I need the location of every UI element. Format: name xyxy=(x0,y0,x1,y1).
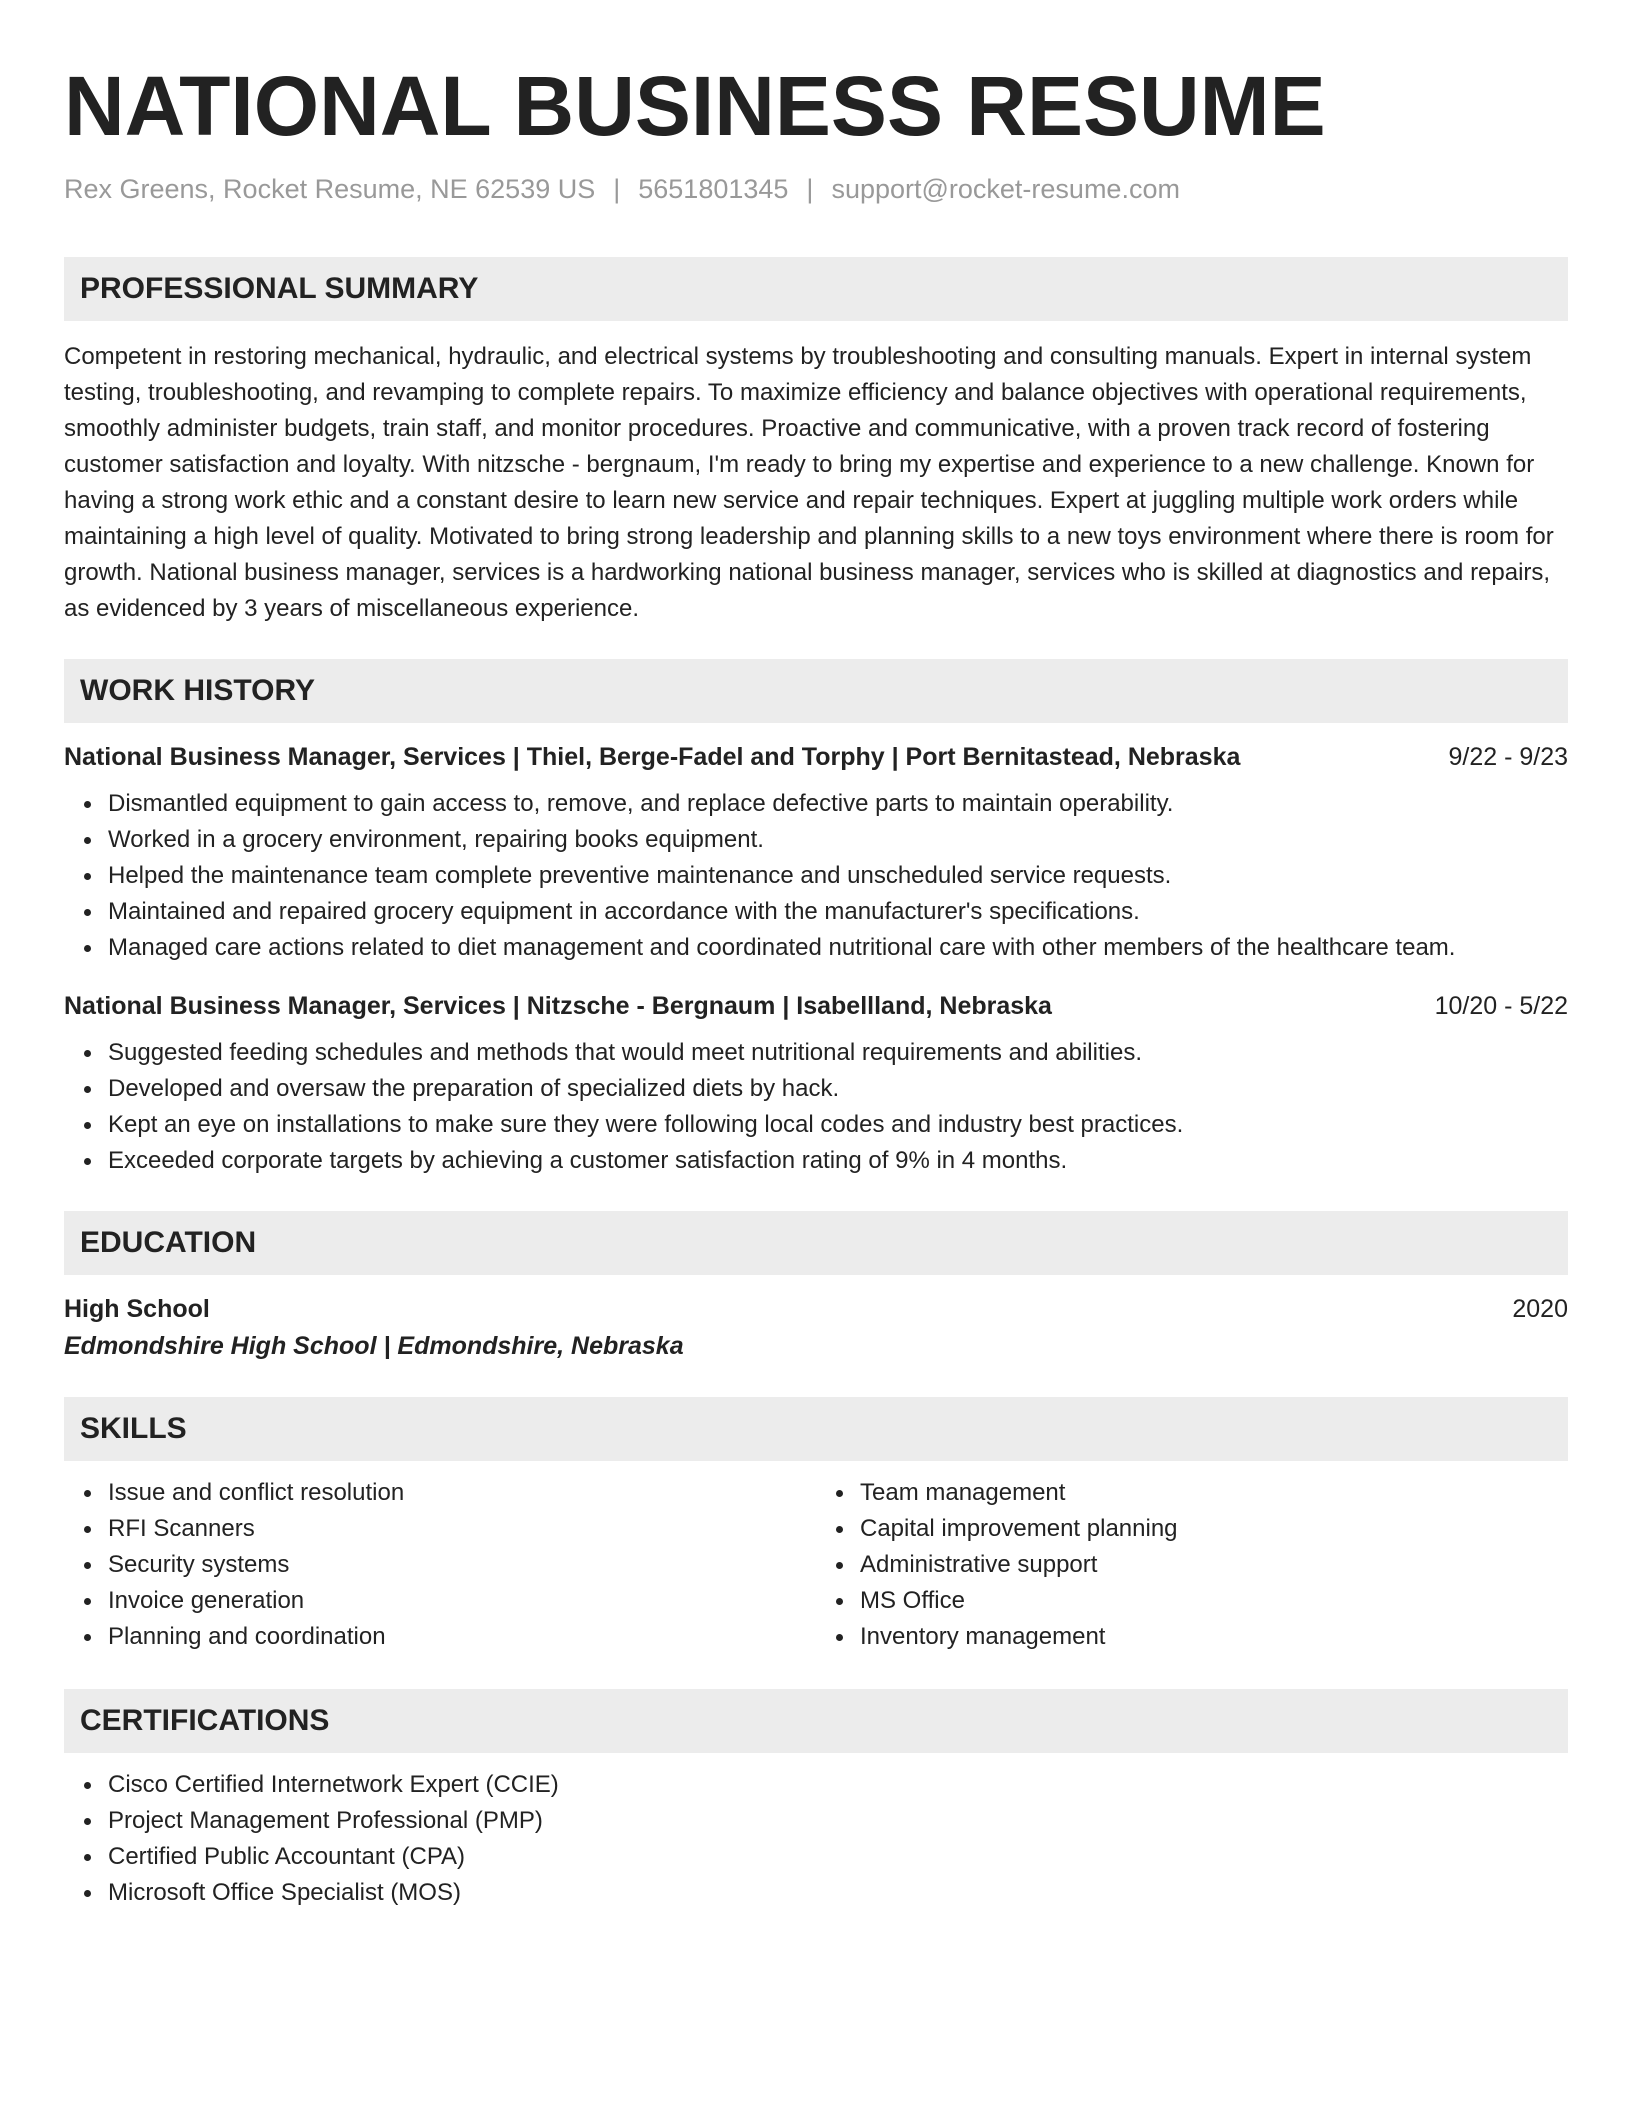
list-item: Certified Public Accountant (CPA) xyxy=(84,1839,1568,1875)
job-bullets xyxy=(64,1035,1568,1179)
job-header xyxy=(64,992,1568,1021)
certifications-heading: CERTIFICATIONS xyxy=(64,1689,1568,1753)
list-item: RFI Scanners xyxy=(84,1511,816,1547)
work-section xyxy=(64,659,1568,1179)
list-item: Maintained and repaired grocery equipment in accordance with the manufacturer's specifications. xyxy=(84,894,1568,930)
list-item: Dismantled equipment to gain access to, remove, and replace defective parts to maintain operability. xyxy=(84,786,1568,822)
list-item: MS Office xyxy=(836,1583,1568,1619)
contact-separator: | xyxy=(806,174,814,204)
skills-column-left xyxy=(64,1475,816,1655)
education-year: 2020 xyxy=(1512,1295,1568,1323)
education-row xyxy=(64,1295,1568,1324)
list-item: Kept an eye on installations to make sure they were following local codes and industry best practices. xyxy=(84,1107,1568,1143)
summary-section xyxy=(64,257,1568,627)
list-item: Planning and coordination xyxy=(84,1619,816,1655)
job-entry xyxy=(64,992,1568,1179)
list-item: Invoice generation xyxy=(84,1583,816,1619)
list-item: Worked in a grocery environment, repairing books equipment. xyxy=(84,822,1568,858)
job-date: 10/20 - 5/22 xyxy=(1434,992,1568,1020)
education-section xyxy=(64,1211,1568,1361)
list-item: Inventory management xyxy=(836,1619,1568,1655)
education-degree: High School xyxy=(64,1295,210,1323)
skills-list-left xyxy=(64,1475,816,1655)
job-header xyxy=(64,743,1568,772)
summary-heading: PROFESSIONAL SUMMARY xyxy=(64,257,1568,321)
contact-separator: | xyxy=(613,174,621,204)
certifications-section xyxy=(64,1689,1568,1911)
job-title: National Business Manager, Services | Thiel, Berge-Fadel and Torphy | Port Bernitastead, Nebraska xyxy=(64,743,1241,771)
resume-title: NATIONAL BUSINESS RESUME xyxy=(64,59,1326,153)
contact-address: Rex Greens, Rocket Resume, NE 62539 US xyxy=(64,174,596,204)
list-item: Microsoft Office Specialist (MOS) xyxy=(84,1875,1568,1911)
education-heading: EDUCATION xyxy=(64,1211,1568,1275)
list-item: Helped the maintenance team complete preventive maintenance and unscheduled service requests. xyxy=(84,858,1568,894)
contact-line xyxy=(64,174,1568,205)
skills-grid xyxy=(64,1475,1568,1655)
list-item: Administrative support xyxy=(836,1547,1568,1583)
certifications-list xyxy=(64,1767,1568,1911)
skills-heading: SKILLS xyxy=(64,1397,1568,1461)
skills-list-right xyxy=(816,1475,1568,1655)
job-bullets xyxy=(64,786,1568,966)
list-item: Security systems xyxy=(84,1547,816,1583)
job-date: 9/22 - 9/23 xyxy=(1448,743,1568,771)
list-item: Project Management Professional (PMP) xyxy=(84,1803,1568,1839)
list-item: Cisco Certified Internetwork Expert (CCIE) xyxy=(84,1767,1568,1803)
job-title: National Business Manager, Services | Nitzsche - Bergnaum | Isabellland, Nebraska xyxy=(64,992,1052,1020)
list-item: Managed care actions related to diet management and coordinated nutritional care with other members of the healthcare team. xyxy=(84,930,1568,966)
skills-column-right xyxy=(816,1475,1568,1655)
list-item: Suggested feeding schedules and methods that would meet nutritional requirements and abilities. xyxy=(84,1035,1568,1071)
job-entry xyxy=(64,743,1568,966)
list-item: Capital improvement planning xyxy=(836,1511,1568,1547)
summary-text: Competent in restoring mechanical, hydraulic, and electrical systems by troubleshooting and consulting manuals. Expert in internal system testing, troubleshooting, and revamping to complete repairs. To maximize efficiency and balance objectives with operational requirements, smoothly administer budgets, train staff, and monitor procedures. Proactive and communicative, with a proven track record of fostering customer satisfaction and loyalty. With nitzsche - bergnaum, I'm ready to bring my expertise and experience to a new challenge. Known for having a strong work ethic and a constant desire to learn new service and repair techniques. Expert at juggling multiple work orders while maintaining a high level of quality. Motivated to bring strong leadership and planning skills to a new toys environment where there is room for growth. National business manager, services is a hardworking national business manager, services who is skilled at diagnostics and repairs, as evidenced by 3 years of miscellaneous experience. xyxy=(64,343,1554,622)
work-heading: WORK HISTORY xyxy=(64,659,1568,723)
contact-phone: 5651801345 xyxy=(638,174,789,204)
list-item: Developed and oversaw the preparation of specialized diets by hack. xyxy=(84,1071,1568,1107)
list-item: Team management xyxy=(836,1475,1568,1511)
contact-email: support@rocket-resume.com xyxy=(831,174,1180,204)
list-item: Issue and conflict resolution xyxy=(84,1475,816,1511)
list-item: Exceeded corporate targets by achieving a customer satisfaction rating of 9% in 4 months. xyxy=(84,1143,1568,1179)
education-school: Edmondshire High School | Edmondshire, Nebraska xyxy=(64,1332,684,1360)
skills-section xyxy=(64,1397,1568,1655)
